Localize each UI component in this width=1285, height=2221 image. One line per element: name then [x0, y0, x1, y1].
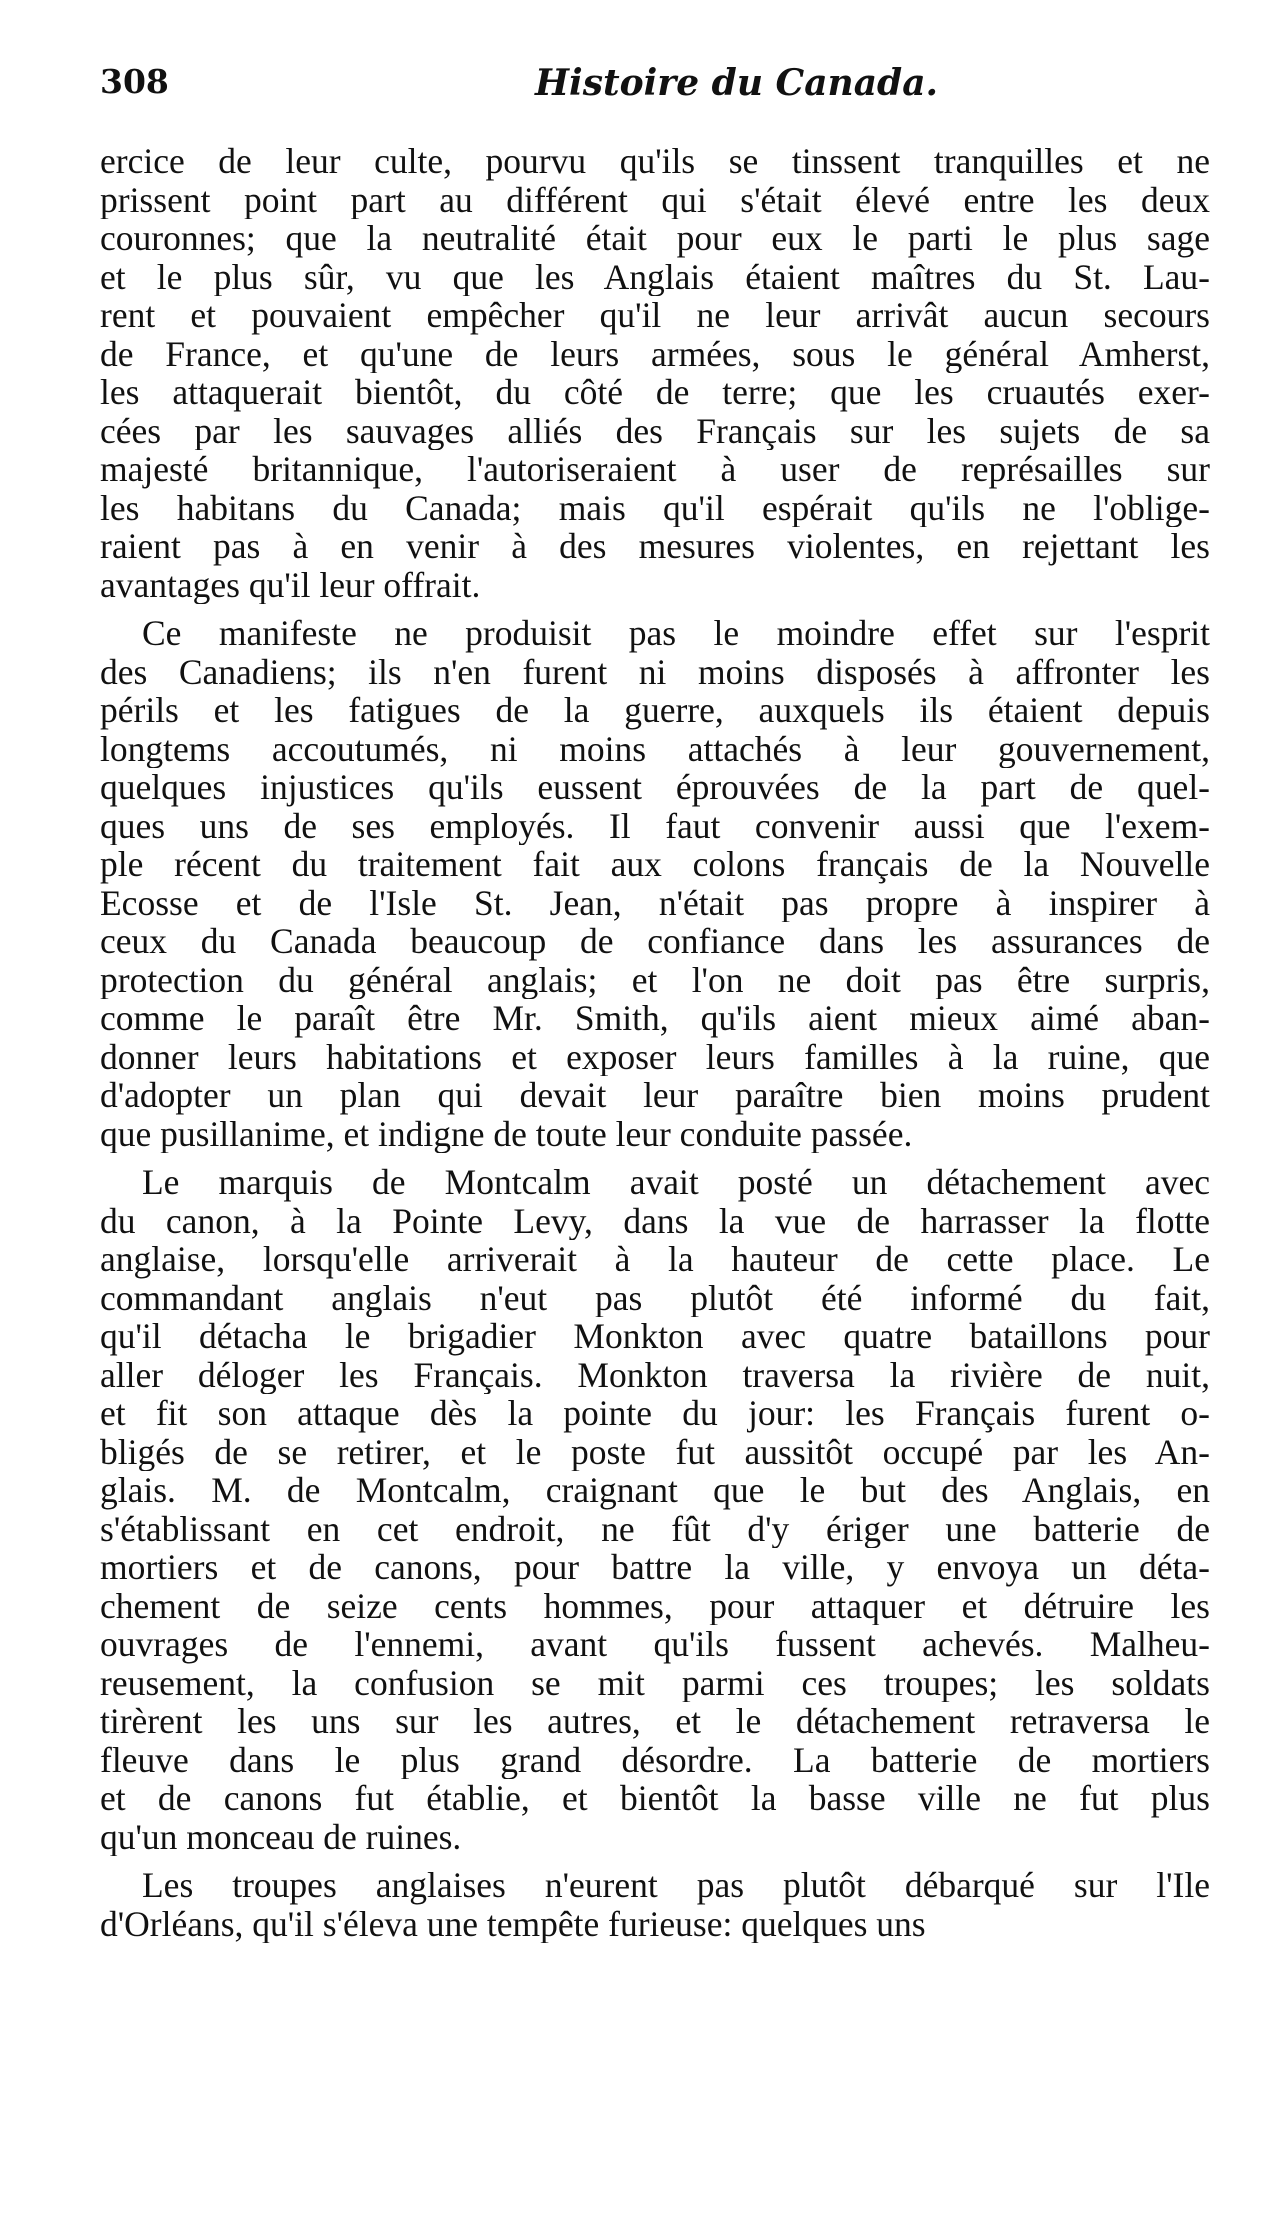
text-line: qu'un monceau de ruines. — [100, 1817, 462, 1856]
text-line: tirèrent les uns sur les autres, et le détachement retraversa le — [100, 1702, 1210, 1741]
text-line: comme le paraît être Mr. Smith, qu'ils aient mieux aimé aban- — [100, 999, 1210, 1038]
text-line: rent et pouvaient empêcher qu'il ne leur arrivât aucun secours — [100, 296, 1210, 335]
text-line: ceux du Canada beaucoup de confiance dans les assurances de — [100, 922, 1210, 961]
text-line: ouvrages de l'ennemi, avant qu'ils fussent achevés. Malheu- — [100, 1625, 1210, 1664]
page-header — [100, 62, 1210, 122]
paragraph — [100, 142, 1210, 604]
text-line: et de canons fut établie, et bientôt la basse ville ne fut plus — [100, 1779, 1210, 1818]
text-line: les attaquerait bientôt, du côté de terre; que les cruautés exer- — [100, 373, 1210, 412]
paragraph-gap — [100, 604, 1210, 614]
paragraph — [100, 1163, 1210, 1856]
paragraph — [100, 1866, 1210, 1943]
text-line: ques uns de ses employés. Il faut convenir aussi que l'exem- — [100, 806, 1210, 845]
text-line: d'adopter un plan qui devait leur paraître bien moins prudent — [100, 1076, 1210, 1115]
text-line: glais. M. de Montcalm, craignant que le but des Anglais, en — [100, 1471, 1210, 1510]
text-line: des Canadiens; ils n'en furent ni moins disposés à affronter les — [100, 652, 1210, 691]
text-line: et le plus sûr, vu que les Anglais étaient maîtres du St. Lau- — [100, 257, 1210, 296]
text-line: bligés de se retirer, et le poste fut aussitôt occupé par les An- — [100, 1432, 1210, 1471]
text-line: fleuve dans le plus grand désordre. La batterie de mortiers — [100, 1740, 1210, 1779]
text-line: anglaise, lorsqu'elle arriverait à la hauteur de cette place. Le — [100, 1240, 1210, 1279]
text-line: de France, et qu'une de leurs armées, sous le général Amherst, — [100, 334, 1210, 373]
text-line: les habitans du Canada; mais qu'il espérait qu'ils ne l'oblige- — [100, 488, 1210, 527]
text-line: cées par les sauvages alliés des Français sur les sujets de sa — [100, 411, 1210, 450]
text-line: mortiers et de canons, pour battre la ville, y envoya un déta- — [100, 1548, 1210, 1587]
text-line: Le marquis de Montcalm avait posté un détachement avec — [142, 1163, 1210, 1202]
text-line: Les troupes anglaises n'eurent pas plutôt débarqué sur l'Ile — [142, 1866, 1210, 1905]
text-line: couronnes; que la neutralité était pour eux le parti le plus sage — [100, 219, 1210, 258]
text-line: aller déloger les Français. Monkton traversa la rivière de nuit, — [100, 1355, 1210, 1394]
text-line: donner leurs habitations et exposer leurs familles à la ruine, que — [100, 1037, 1210, 1076]
paragraph — [100, 614, 1210, 1153]
text-line: ercice de leur culte, pourvu qu'ils se tinssent tranquilles et ne — [100, 142, 1210, 181]
text-line: qu'il détacha le brigadier Monkton avec quatre bataillons pour — [100, 1317, 1210, 1356]
body-text — [100, 142, 1210, 1943]
text-line: du canon, à la Pointe Levy, dans la vue de harrasser la flotte — [100, 1201, 1210, 1240]
text-line: ple récent du traitement fait aux colons français de la Nouvelle — [100, 845, 1210, 884]
text-line: Ce manifeste ne produisit pas le moindre effet sur l'esprit — [142, 614, 1210, 653]
text-line: longtems accoutumés, ni moins attachés à leur gouvernement, — [100, 729, 1210, 768]
text-line: quelques injustices qu'ils eussent éprouvées de la part de quel- — [100, 768, 1210, 807]
paragraph-gap — [100, 1856, 1210, 1866]
text-line: périls et les fatigues de la guerre, auxquels ils étaient depuis — [100, 691, 1210, 730]
text-line: avantages qu'il leur offrait. — [100, 565, 481, 604]
text-line: s'établissant en cet endroit, ne fût d'y ériger une batterie de — [100, 1509, 1210, 1548]
text-line: reusement, la confusion se mit parmi ces troupes; les soldats — [100, 1663, 1210, 1702]
paragraph-gap — [100, 1153, 1210, 1163]
text-line: que pusillanime, et indigne de toute leur conduite passée. — [100, 1114, 913, 1153]
text-line: d'Orléans, qu'il s'éleva une tempête furieuse: quelques uns — [100, 1904, 926, 1943]
text-line: raient pas à en venir à des mesures violentes, en rejettant les — [100, 527, 1210, 566]
text-line: chement de seize cents hommes, pour attaquer et détruire les — [100, 1586, 1210, 1625]
text-line: prissent point part au différent qui s'était élevé entre les deux — [100, 180, 1210, 219]
running-title: Histoire du Canada. — [535, 62, 939, 104]
text-line: commandant anglais n'eut pas plutôt été informé du fait, — [100, 1278, 1210, 1317]
text-line: protection du général anglais; et l'on ne doit pas être surpris, — [100, 960, 1210, 999]
page-number: 308 — [100, 62, 169, 101]
text-line: et fit son attaque dès la pointe du jour: les Français furent o- — [100, 1394, 1210, 1433]
text-line: Ecosse et de l'Isle St. Jean, n'était pas propre à inspirer à — [100, 883, 1210, 922]
text-line: majesté britannique, l'autoriseraient à user de représailles sur — [100, 450, 1210, 489]
